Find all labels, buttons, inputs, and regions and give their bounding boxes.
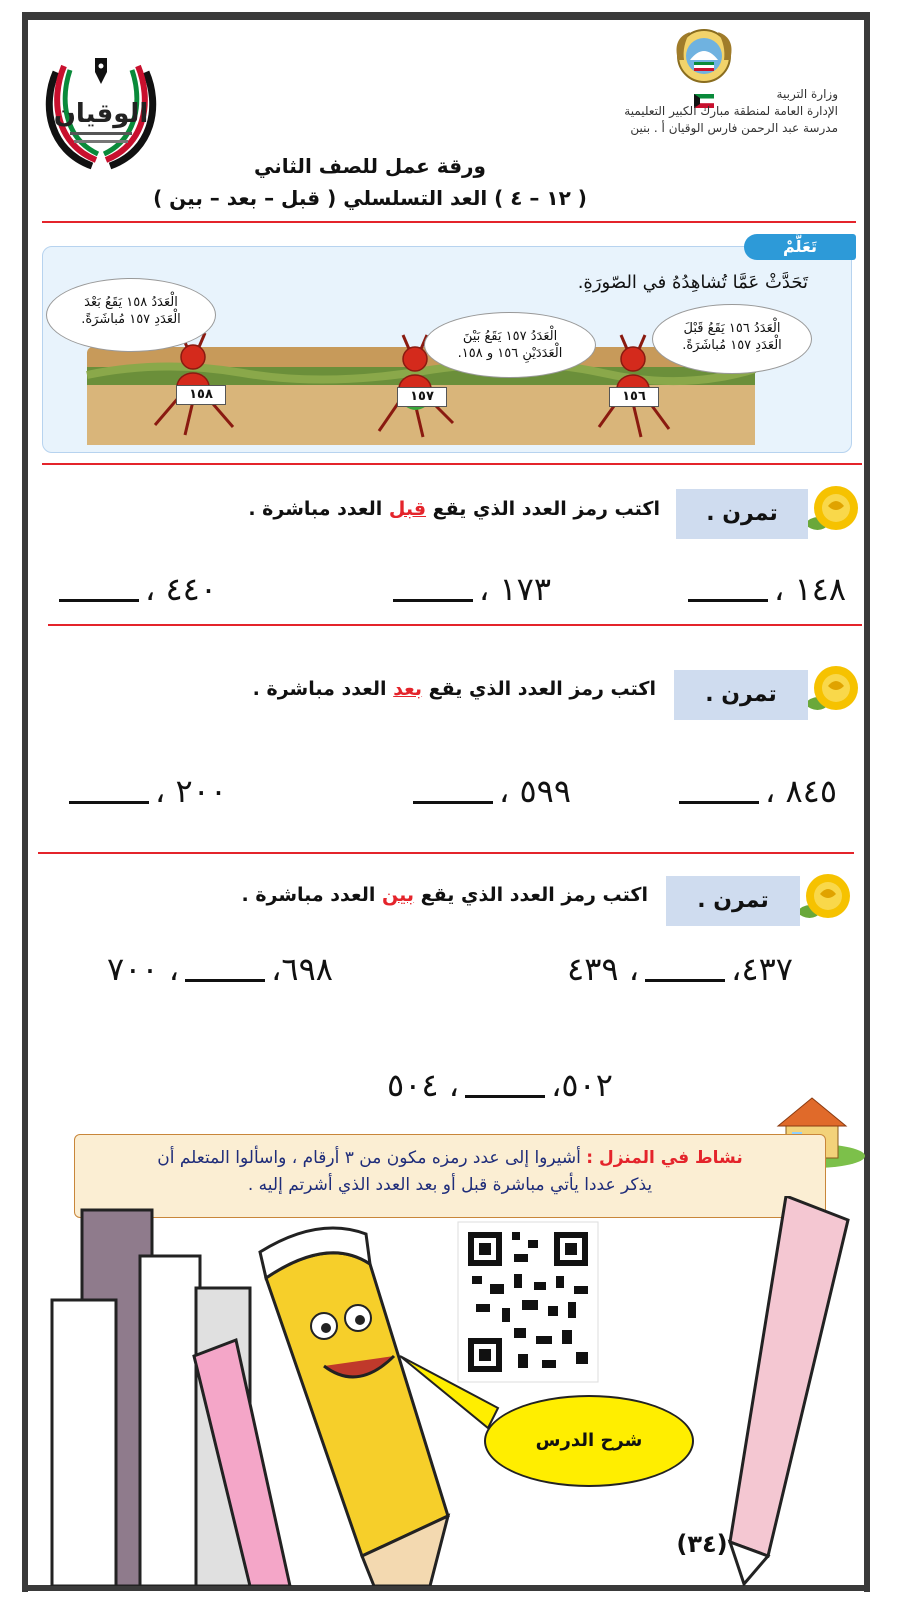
page-frame-top bbox=[22, 12, 870, 20]
exercise-label: تمرن . bbox=[676, 489, 808, 539]
bubble-line: الْعَدَدَيْنِ ١٥٦ و ١٥٨. bbox=[457, 346, 563, 361]
answer-blank[interactable] bbox=[185, 961, 265, 982]
exercise-item bbox=[30, 570, 240, 608]
ant-sign: ١٥٦ bbox=[609, 387, 659, 407]
page-number: (٣٤) bbox=[676, 1530, 728, 1558]
exercise-instruction bbox=[248, 498, 660, 520]
answer-blank[interactable] bbox=[645, 961, 725, 982]
divider bbox=[48, 624, 862, 626]
divider bbox=[38, 852, 854, 854]
exercise-item bbox=[40, 772, 250, 810]
instruction-keyword: بين bbox=[382, 884, 415, 906]
exercise-item bbox=[384, 772, 594, 810]
item-number: ٤٤٠ ، bbox=[144, 570, 218, 608]
bubble-line: الْعَدَدُ ١٥٨ يَقَعُ بَعْدَ bbox=[84, 295, 178, 310]
title-line-2: ( ١٢ – ٤ ) العد التسلسلي ( قبل – بعد – بين ) bbox=[153, 186, 587, 210]
ministry-line: مدرسة عبد الرحمن فارس الوقيان أ . بنين bbox=[630, 121, 838, 135]
instruction-text: العدد مباشرة . bbox=[252, 678, 387, 700]
instruction-text: اكتب رمز العدد الذي يقع bbox=[432, 498, 660, 520]
home-activity-line-1 bbox=[91, 1145, 809, 1172]
rose-icon bbox=[800, 480, 864, 542]
bubble-line: الْعَدَدُ ١٥٦ يَقَعُ قَبْلَ bbox=[683, 321, 781, 336]
decorative-illustration bbox=[28, 1196, 864, 1586]
answer-blank[interactable] bbox=[465, 1077, 545, 1098]
exercise-item bbox=[664, 570, 864, 608]
instruction-text: العدد مباشرة . bbox=[248, 498, 383, 520]
item-number: ١٧٣ ، bbox=[478, 570, 552, 608]
item-number: ، ٧٠٠ bbox=[107, 950, 180, 988]
exercise-item bbox=[510, 950, 850, 988]
ministry-line: الإدارة العامة لمنطقة مبارك الكبير التعليمية bbox=[624, 104, 838, 118]
item-number: ٨٤٥ ، bbox=[764, 772, 838, 810]
title-line-1: ورقة عمل للصف الثاني bbox=[254, 154, 486, 178]
instruction-text: اكتب رمز العدد الذي يقع bbox=[428, 678, 656, 700]
page-frame-right bbox=[864, 12, 870, 1592]
exercise-label: تمرن . bbox=[666, 876, 800, 926]
item-number: ٦٩٨، bbox=[271, 950, 333, 988]
item-number: ٢٠٠ ، bbox=[154, 772, 228, 810]
answer-blank[interactable] bbox=[413, 783, 493, 804]
lesson-explanation-bubble[interactable]: شرح الدرس bbox=[484, 1395, 694, 1487]
speech-bubble-before bbox=[652, 304, 812, 374]
worksheet-title bbox=[150, 150, 590, 214]
exercise-instruction bbox=[241, 884, 648, 906]
item-number: ، ٤٣٩ bbox=[567, 950, 640, 988]
ministry-header bbox=[548, 86, 838, 137]
bubble-line: الْعَدَدِ ١٥٧ مُباشَرَةً. bbox=[682, 338, 782, 353]
bubble-line: الْعَدَدُ ١٥٧ يَقَعُ بَيْنَ bbox=[462, 329, 558, 344]
instruction-text: العدد مباشرة . bbox=[241, 884, 376, 906]
item-number: ٥٩٩ ، bbox=[498, 772, 572, 810]
home-activity-label: نشاط في المنزل : bbox=[586, 1148, 743, 1168]
item-number: ١٤٨ ، bbox=[773, 570, 847, 608]
school-logo bbox=[40, 54, 162, 172]
exercise-item bbox=[364, 570, 574, 608]
logo-text: الوقيان bbox=[53, 99, 149, 129]
divider bbox=[42, 221, 856, 223]
ministry-line: وزارة التربية bbox=[776, 87, 838, 101]
home-activity-line-2: يذكر عددا يأتي مباشرة قبل أو بعد العدد الذي أشرتم إليه . bbox=[247, 1175, 653, 1195]
answer-blank[interactable] bbox=[393, 581, 473, 602]
exercise-instruction bbox=[253, 678, 656, 700]
ant-sign: ١٥٧ bbox=[397, 387, 447, 407]
bubble-line: الْعَدَدِ ١٥٧ مُباشَرَةً. bbox=[81, 312, 181, 327]
instruction-keyword: قبل bbox=[388, 498, 427, 520]
answer-blank[interactable] bbox=[679, 783, 759, 804]
rose-icon bbox=[792, 868, 856, 930]
exercise-item bbox=[650, 772, 860, 810]
answer-blank[interactable] bbox=[69, 783, 149, 804]
instruction-text: اكتب رمز العدد الذي يقع bbox=[420, 884, 648, 906]
exercise-item bbox=[330, 1066, 670, 1104]
answer-blank[interactable] bbox=[688, 581, 768, 602]
learn-instruction: تَحَدَّثْ عَمَّا تُشاهِدُهُ في الصّورَةِ. bbox=[577, 272, 808, 293]
learn-tag: تَعَلَّمْ bbox=[744, 234, 856, 260]
ministry-emblem bbox=[668, 26, 740, 92]
item-number: ٤٣٧، bbox=[731, 950, 793, 988]
speech-bubble-after bbox=[46, 278, 216, 352]
divider bbox=[42, 463, 862, 465]
item-number: ٥٠٢، bbox=[551, 1066, 613, 1104]
instruction-keyword: بعد bbox=[393, 678, 423, 700]
item-number: ، ٥٠٤ bbox=[387, 1066, 460, 1104]
ant-sign: ١٥٨ bbox=[176, 385, 226, 405]
answer-blank[interactable] bbox=[59, 581, 139, 602]
exercise-item bbox=[50, 950, 390, 988]
exercise-label: تمرن . bbox=[674, 670, 808, 720]
speech-bubble-between bbox=[424, 312, 596, 378]
rose-icon bbox=[800, 660, 864, 722]
home-activity-text: أشيروا إلى عدد رمزه مكون من ٣ أرقام ، واسألوا المتعلم أن bbox=[157, 1148, 581, 1168]
